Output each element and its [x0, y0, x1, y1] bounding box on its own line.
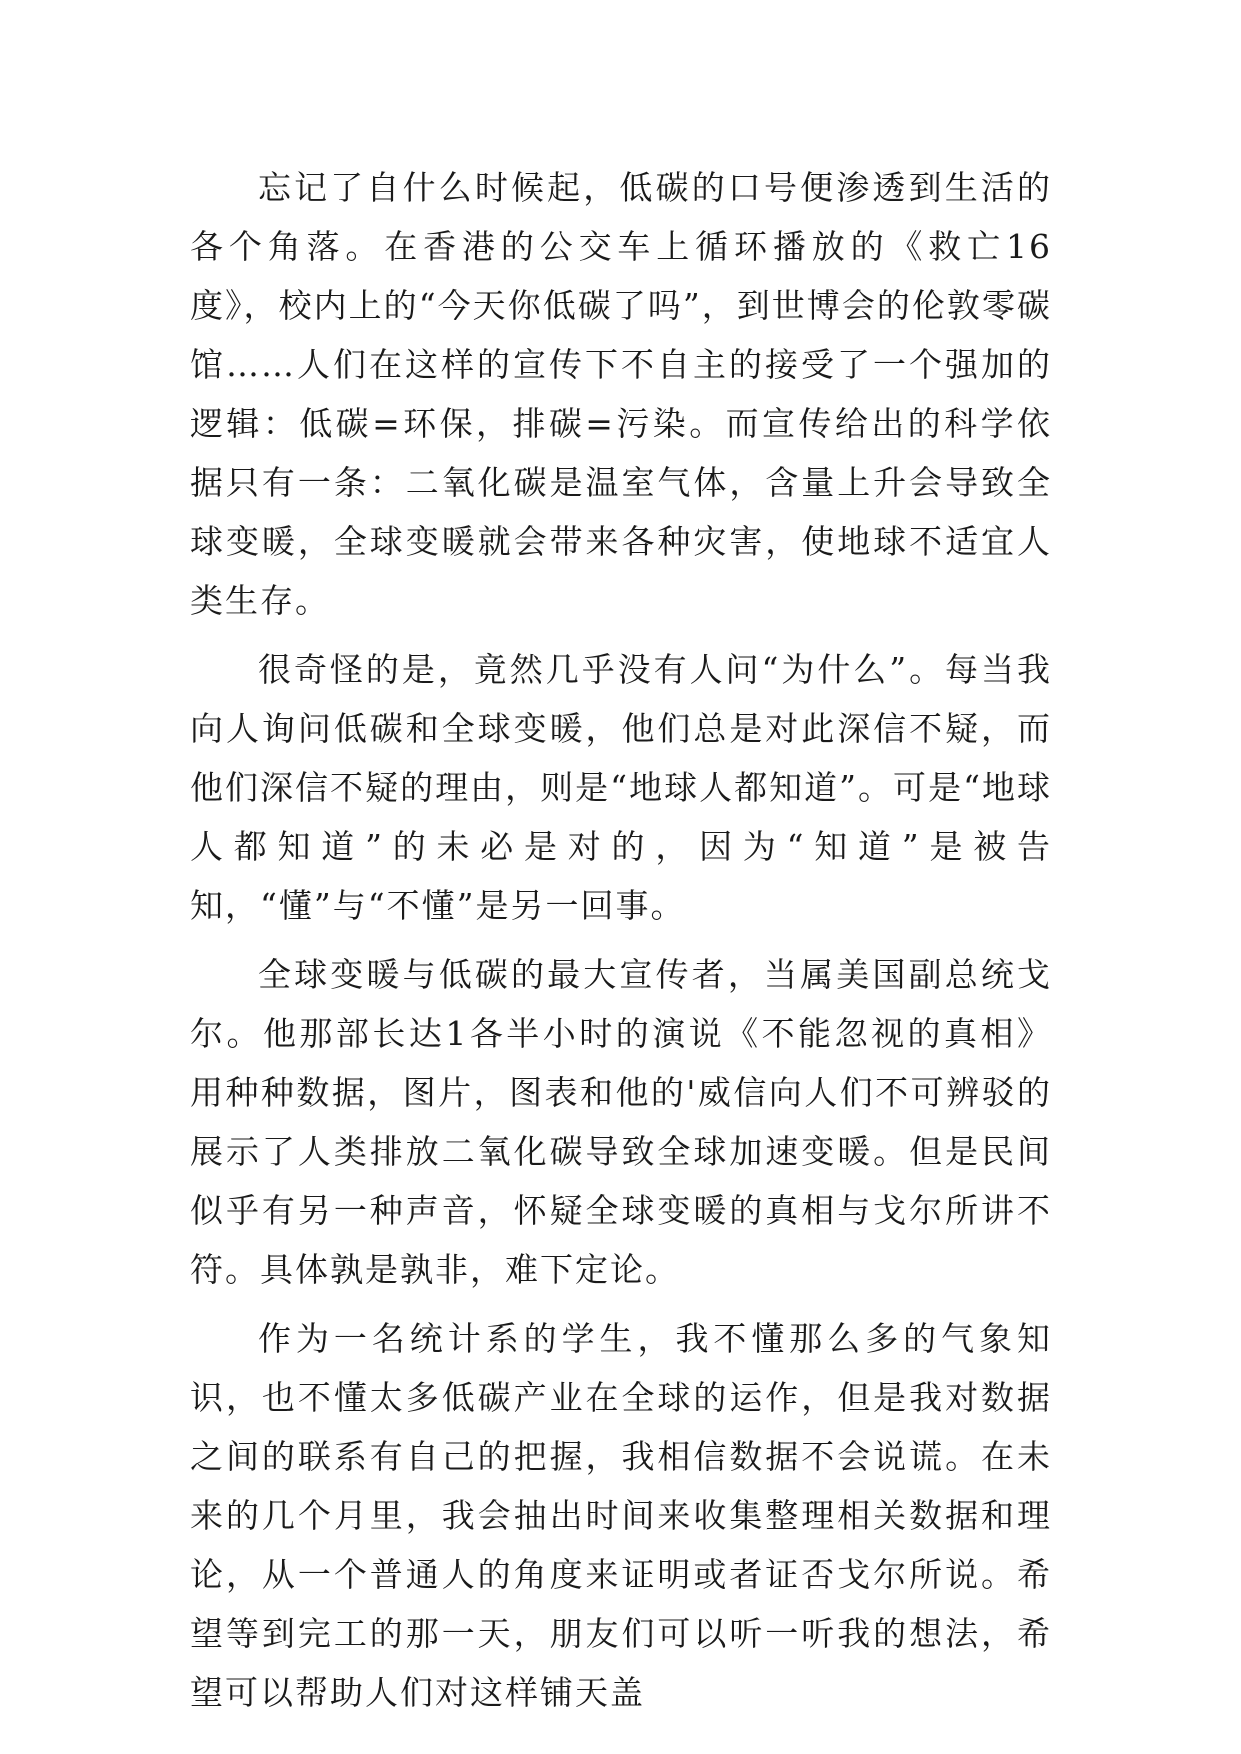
- paragraph-4: 作为一名统计系的学生，我不懂那么多的气象知识，也不懂太多低碳产业在全球的运作，但是我对数据之间的联系有自己的把握，我相信数据不会说谎。在未来的几个月里，我会抽出时间来收集整理相关数据和理论，从一个普通人的角度来证明或者证否戈尔所说。希望等到完工的那一天，朋友们可以听一听我的想法，希望可以帮助人们对这样铺天盖: [190, 1319, 1052, 1712]
- document-body: [190, 158, 1052, 1722]
- paragraph-1: 忘记了自什么时候起，低碳的口号便渗透到生活的各个角落。在香港的公交车上循环播放的《救亡16度》，校内上的“今天你低碳了吗”，到世博会的伦敦零碳馆……人们在这样的宣传下不自主的接受了一个强加的逻辑：低碳=环保，排碳=污染。而宣传给出的科学依据只有一条：二氧化碳是温室气体，含量上升会导致全球变暖，全球变暖就会带来各种灾害，使地球不适宜人类生存。: [190, 168, 1052, 620]
- paragraph-2: 很奇怪的是，竟然几乎没有人问“为什么”。每当我向人询问低碳和全球变暖，他们总是对此深信不疑，而他们深信不疑的理由，则是“地球人都知道”。可是“地球人都知道”的未必是对的，因为“知道”是被告知，“懂”与“不懂”是另一回事。: [190, 650, 1052, 925]
- paragraph-3: 全球变暖与低碳的最大宣传者，当属美国副总统戈尔。他那部长达1各半小时的演说《不能忽视的真相》用种种数据，图片，图表和他的'威信向人们不可辨驳的展示了人类排放二氧化碳导致全球加速变暖。但是民间似乎有另一种声音，怀疑全球变暖的真相与戈尔所讲不符。具体孰是孰非，难下定论。: [190, 955, 1052, 1289]
